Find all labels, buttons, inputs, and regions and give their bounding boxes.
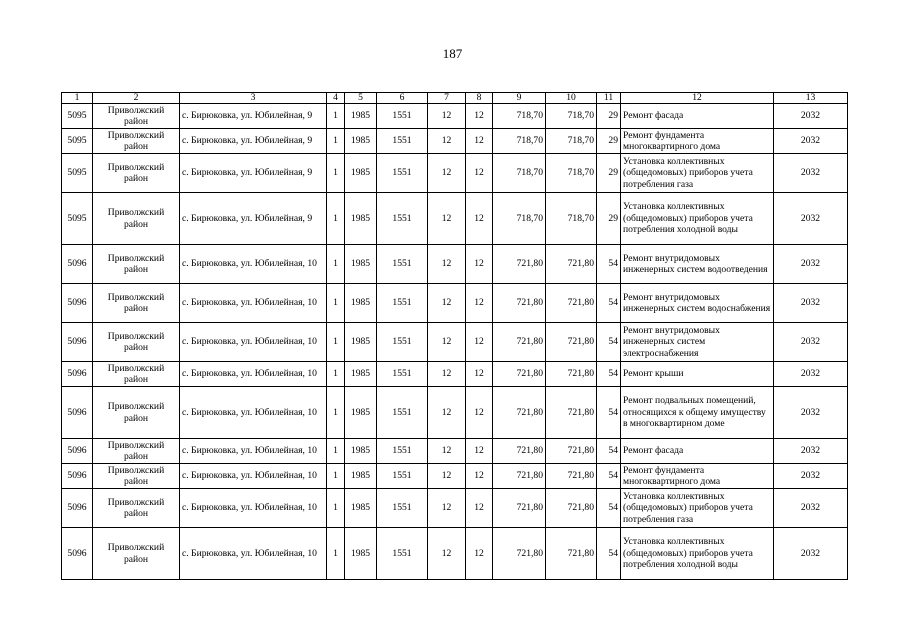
district-cell: Приволжский район xyxy=(93,439,180,464)
col-4-cell: 1 xyxy=(327,245,345,284)
header-row xyxy=(62,93,848,104)
col-8-cell: 12 xyxy=(466,464,493,489)
column-header: 3 xyxy=(180,93,327,104)
column-header: 7 xyxy=(428,93,466,104)
year-cell: 2032 xyxy=(774,129,848,154)
col-10-cell: 721,80 xyxy=(546,284,597,323)
year-cell: 2032 xyxy=(774,104,848,129)
col-5-cell: 1985 xyxy=(345,104,377,129)
district-cell: Приволжский район xyxy=(93,387,180,439)
col-4-cell: 1 xyxy=(327,464,345,489)
table-row xyxy=(62,154,848,193)
col-9-cell: 718,70 xyxy=(493,129,546,154)
table-row xyxy=(62,245,848,284)
col-4-cell: 1 xyxy=(327,284,345,323)
table-row xyxy=(62,387,848,439)
col-5-cell: 1985 xyxy=(345,387,377,439)
col-5-cell: 1985 xyxy=(345,129,377,154)
col-9-cell: 718,70 xyxy=(493,104,546,129)
column-header: 4 xyxy=(327,93,345,104)
table-row xyxy=(62,489,848,528)
address-cell: с. Бирюковка, ул. Юбилейная, 10 xyxy=(180,464,327,489)
col-9-cell: 721,80 xyxy=(493,323,546,362)
table-body xyxy=(62,104,848,580)
col-6-cell: 1551 xyxy=(377,439,428,464)
table-row xyxy=(62,104,848,129)
col-7-cell: 12 xyxy=(428,489,466,528)
col-9-cell: 721,80 xyxy=(493,245,546,284)
col-4-cell: 1 xyxy=(327,362,345,387)
year-cell: 2032 xyxy=(774,323,848,362)
col-5-cell: 1985 xyxy=(345,323,377,362)
address-cell: с. Бирюковка, ул. Юбилейная, 9 xyxy=(180,193,327,245)
row-id: 5096 xyxy=(62,323,93,362)
col-10-cell: 718,70 xyxy=(546,154,597,193)
col-10-cell: 721,80 xyxy=(546,489,597,528)
address-cell: с. Бирюковка, ул. Юбилейная, 9 xyxy=(180,154,327,193)
address-cell: с. Бирюковка, ул. Юбилейная, 9 xyxy=(180,104,327,129)
year-cell: 2032 xyxy=(774,245,848,284)
col-9-cell: 721,80 xyxy=(493,528,546,580)
col-7-cell: 12 xyxy=(428,439,466,464)
col-8-cell: 12 xyxy=(466,387,493,439)
col-9-cell: 718,70 xyxy=(493,193,546,245)
address-cell: с. Бирюковка, ул. Юбилейная, 9 xyxy=(180,129,327,154)
address-cell: с. Бирюковка, ул. Юбилейная, 10 xyxy=(180,323,327,362)
col-4-cell: 1 xyxy=(327,193,345,245)
col-7-cell: 12 xyxy=(428,464,466,489)
col-6-cell: 1551 xyxy=(377,129,428,154)
col-7-cell: 12 xyxy=(428,154,466,193)
year-cell: 2032 xyxy=(774,489,848,528)
col-7-cell: 12 xyxy=(428,323,466,362)
column-header: 6 xyxy=(377,93,428,104)
district-cell: Приволжский район xyxy=(93,284,180,323)
col-9-cell: 721,80 xyxy=(493,362,546,387)
work-type-cell: Ремонт внутридомовых инженерных систем электроснабжения xyxy=(621,323,774,362)
col-7-cell: 12 xyxy=(428,193,466,245)
col-7-cell: 12 xyxy=(428,129,466,154)
col-10-cell: 718,70 xyxy=(546,104,597,129)
address-cell: с. Бирюковка, ул. Юбилейная, 10 xyxy=(180,362,327,387)
col-10-cell: 721,80 xyxy=(546,245,597,284)
district-cell: Приволжский район xyxy=(93,323,180,362)
col-10-cell: 721,80 xyxy=(546,362,597,387)
row-id: 5096 xyxy=(62,528,93,580)
address-cell: с. Бирюковка, ул. Юбилейная, 10 xyxy=(180,528,327,580)
year-cell: 2032 xyxy=(774,387,848,439)
row-id: 5096 xyxy=(62,439,93,464)
year-cell: 2032 xyxy=(774,193,848,245)
district-cell: Приволжский район xyxy=(93,528,180,580)
address-cell: с. Бирюковка, ул. Юбилейная, 10 xyxy=(180,489,327,528)
col-11-cell: 54 xyxy=(597,464,621,489)
registry-table xyxy=(61,92,848,580)
table-row xyxy=(62,362,848,387)
column-header: 2 xyxy=(93,93,180,104)
col-9-cell: 721,80 xyxy=(493,464,546,489)
col-11-cell: 54 xyxy=(597,387,621,439)
col-5-cell: 1985 xyxy=(345,439,377,464)
col-6-cell: 1551 xyxy=(377,193,428,245)
column-header: 8 xyxy=(466,93,493,104)
row-id: 5096 xyxy=(62,245,93,284)
col-11-cell: 54 xyxy=(597,439,621,464)
column-header: 5 xyxy=(345,93,377,104)
col-7-cell: 12 xyxy=(428,528,466,580)
row-id: 5096 xyxy=(62,362,93,387)
col-4-cell: 1 xyxy=(327,528,345,580)
work-type-cell: Ремонт внутридомовых инженерных систем водоснабжения xyxy=(621,284,774,323)
col-6-cell: 1551 xyxy=(377,245,428,284)
district-cell: Приволжский район xyxy=(93,362,180,387)
col-11-cell: 54 xyxy=(597,245,621,284)
col-8-cell: 12 xyxy=(466,528,493,580)
col-7-cell: 12 xyxy=(428,104,466,129)
district-cell: Приволжский район xyxy=(93,104,180,129)
col-7-cell: 12 xyxy=(428,284,466,323)
work-type-cell: Ремонт фундамента многоквартирного дома xyxy=(621,464,774,489)
district-cell: Приволжский район xyxy=(93,154,180,193)
col-8-cell: 12 xyxy=(466,489,493,528)
col-4-cell: 1 xyxy=(327,154,345,193)
district-cell: Приволжский район xyxy=(93,489,180,528)
row-id: 5096 xyxy=(62,284,93,323)
col-8-cell: 12 xyxy=(466,104,493,129)
address-cell: с. Бирюковка, ул. Юбилейная, 10 xyxy=(180,387,327,439)
col-10-cell: 721,80 xyxy=(546,323,597,362)
column-header: 12 xyxy=(621,93,774,104)
col-10-cell: 721,80 xyxy=(546,528,597,580)
year-cell: 2032 xyxy=(774,362,848,387)
work-type-cell: Установка коллективных (общедомовых) приборов учета потребления газа xyxy=(621,489,774,528)
work-type-cell: Установка коллективных (общедомовых) приборов учета потребления холодной воды xyxy=(621,193,774,245)
col-11-cell: 29 xyxy=(597,104,621,129)
address-cell: с. Бирюковка, ул. Юбилейная, 10 xyxy=(180,245,327,284)
col-6-cell: 1551 xyxy=(377,528,428,580)
table-row xyxy=(62,129,848,154)
year-cell: 2032 xyxy=(774,439,848,464)
table-row xyxy=(62,323,848,362)
col-5-cell: 1985 xyxy=(345,528,377,580)
work-type-cell: Ремонт фасада xyxy=(621,104,774,129)
col-6-cell: 1551 xyxy=(377,323,428,362)
table-row xyxy=(62,528,848,580)
col-4-cell: 1 xyxy=(327,439,345,464)
col-10-cell: 718,70 xyxy=(546,193,597,245)
table-row xyxy=(62,439,848,464)
col-4-cell: 1 xyxy=(327,104,345,129)
work-type-cell: Установка коллективных (общедомовых) приборов учета потребления холодной воды xyxy=(621,528,774,580)
column-header: 9 xyxy=(493,93,546,104)
district-cell: Приволжский район xyxy=(93,245,180,284)
col-6-cell: 1551 xyxy=(377,104,428,129)
col-4-cell: 1 xyxy=(327,387,345,439)
col-11-cell: 54 xyxy=(597,528,621,580)
year-cell: 2032 xyxy=(774,284,848,323)
year-cell: 2032 xyxy=(774,154,848,193)
col-8-cell: 12 xyxy=(466,362,493,387)
col-11-cell: 54 xyxy=(597,489,621,528)
table-row xyxy=(62,193,848,245)
col-8-cell: 12 xyxy=(466,193,493,245)
col-11-cell: 29 xyxy=(597,129,621,154)
district-cell: Приволжский район xyxy=(93,129,180,154)
year-cell: 2032 xyxy=(774,464,848,489)
col-8-cell: 12 xyxy=(466,154,493,193)
column-header: 10 xyxy=(546,93,597,104)
col-10-cell: 718,70 xyxy=(546,129,597,154)
col-11-cell: 54 xyxy=(597,323,621,362)
row-id: 5095 xyxy=(62,154,93,193)
column-header: 1 xyxy=(62,93,93,104)
col-9-cell: 718,70 xyxy=(493,154,546,193)
row-id: 5095 xyxy=(62,104,93,129)
col-5-cell: 1985 xyxy=(345,464,377,489)
col-8-cell: 12 xyxy=(466,439,493,464)
col-7-cell: 12 xyxy=(428,387,466,439)
col-5-cell: 1985 xyxy=(345,362,377,387)
col-8-cell: 12 xyxy=(466,284,493,323)
row-id: 5096 xyxy=(62,489,93,528)
col-5-cell: 1985 xyxy=(345,193,377,245)
work-type-cell: Ремонт подвальных помещений, относящихся к общему имуществу в многоквартирном доме xyxy=(621,387,774,439)
row-id: 5095 xyxy=(62,129,93,154)
col-4-cell: 1 xyxy=(327,323,345,362)
col-8-cell: 12 xyxy=(466,323,493,362)
col-9-cell: 721,80 xyxy=(493,284,546,323)
col-5-cell: 1985 xyxy=(345,245,377,284)
year-cell: 2032 xyxy=(774,528,848,580)
col-8-cell: 12 xyxy=(466,129,493,154)
col-7-cell: 12 xyxy=(428,245,466,284)
col-6-cell: 1551 xyxy=(377,284,428,323)
col-7-cell: 12 xyxy=(428,362,466,387)
col-11-cell: 54 xyxy=(597,362,621,387)
col-10-cell: 721,80 xyxy=(546,439,597,464)
col-6-cell: 1551 xyxy=(377,154,428,193)
col-11-cell: 29 xyxy=(597,193,621,245)
district-cell: Приволжский район xyxy=(93,193,180,245)
work-type-cell: Ремонт крыши xyxy=(621,362,774,387)
col-6-cell: 1551 xyxy=(377,464,428,489)
column-header: 13 xyxy=(774,93,848,104)
col-4-cell: 1 xyxy=(327,489,345,528)
col-10-cell: 721,80 xyxy=(546,464,597,489)
row-id: 5095 xyxy=(62,193,93,245)
col-9-cell: 721,80 xyxy=(493,439,546,464)
address-cell: с. Бирюковка, ул. Юбилейная, 10 xyxy=(180,284,327,323)
col-6-cell: 1551 xyxy=(377,489,428,528)
page-number: 187 xyxy=(442,46,463,61)
col-5-cell: 1985 xyxy=(345,284,377,323)
address-cell: с. Бирюковка, ул. Юбилейная, 10 xyxy=(180,439,327,464)
table-row xyxy=(62,284,848,323)
column-header: 11 xyxy=(597,93,621,104)
district-cell: Приволжский район xyxy=(93,464,180,489)
col-5-cell: 1985 xyxy=(345,154,377,193)
work-type-cell: Ремонт фундамента многоквартирного дома xyxy=(621,129,774,154)
col-9-cell: 721,80 xyxy=(493,387,546,439)
col-4-cell: 1 xyxy=(327,129,345,154)
col-6-cell: 1551 xyxy=(377,387,428,439)
col-8-cell: 12 xyxy=(466,245,493,284)
table-row xyxy=(62,464,848,489)
work-type-cell: Установка коллективных (общедомовых) приборов учета потребления газа xyxy=(621,154,774,193)
col-5-cell: 1985 xyxy=(345,489,377,528)
col-10-cell: 721,80 xyxy=(546,387,597,439)
work-type-cell: Ремонт внутридомовых инженерных систем водоотведения xyxy=(621,245,774,284)
col-11-cell: 54 xyxy=(597,284,621,323)
col-6-cell: 1551 xyxy=(377,362,428,387)
work-type-cell: Ремонт фасада xyxy=(621,439,774,464)
col-11-cell: 29 xyxy=(597,154,621,193)
row-id: 5096 xyxy=(62,464,93,489)
col-9-cell: 721,80 xyxy=(493,489,546,528)
row-id: 5096 xyxy=(62,387,93,439)
